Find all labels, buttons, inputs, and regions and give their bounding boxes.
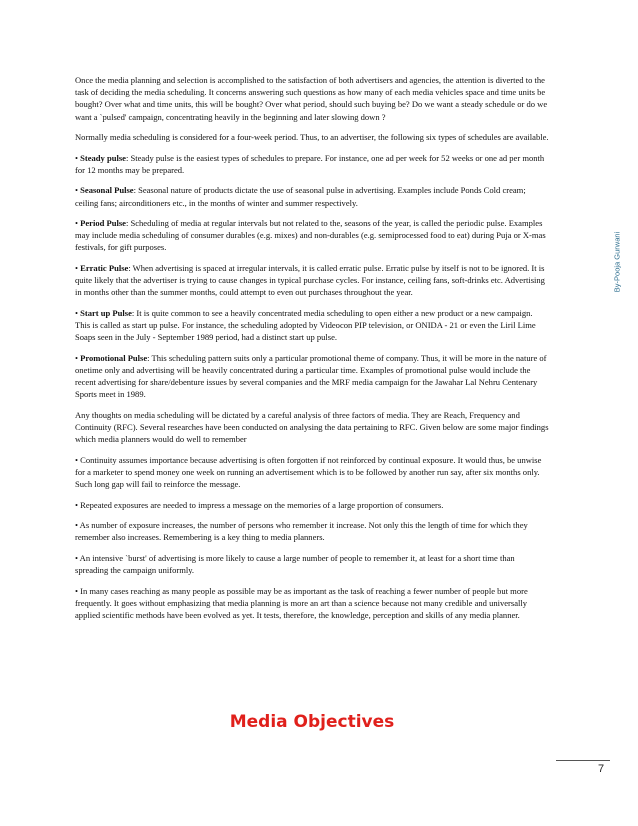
list-item bbox=[75, 352, 549, 401]
list-item bbox=[75, 262, 549, 299]
paragraph: Any thoughts on media scheduling will be dictated by a careful analysis of three factors of media. They are Reach, Frequency and Continuity (RFC). Several researches have been conducted on analysing the data pertaining to RFC. Given below are some major findings which media planners would do well to remember bbox=[75, 409, 549, 445]
finding-item: • Repeated exposures are needed to impress a message on the memories of a large proportion of consumers. bbox=[75, 499, 444, 510]
finding-item: • Continuity assumes importance because advertising is often forgotten if not reinforced by continual exposure. It would thus, be unwise for a marketer to spend money one week on running an advertisement which is to be followed by another run say, after six months only. Such long gap will fail to reinforce the message. bbox=[75, 454, 542, 490]
finding-item: • An intensive `burst' of advertising is more likely to cause a large number of people to remember it, at least for a short time than spreading the campaign uniformly. bbox=[75, 552, 515, 576]
list-item bbox=[75, 217, 549, 254]
list-item bbox=[75, 307, 549, 344]
body-text bbox=[75, 74, 549, 629]
definition: : Scheduling of media at regular intervals but not related to the, seasons of the year, is called the periodic pulse. Examples may include media scheduling of consumer durables (e.g. mixes) and non-durables (e.g. semiprocessed food to eat) during Puja or X-mas festivals, for gift purposes. bbox=[75, 218, 546, 253]
bullet: • bbox=[75, 262, 78, 273]
definition: : Seasonal nature of products dictate the use of seasonal pulse in advertising. Examples include Ponds Cold cream; ceiling fans; airconditioners etc., in the months of winter and summer respectively. bbox=[75, 185, 526, 208]
section-heading: Media Objectives bbox=[229, 712, 395, 732]
list-item bbox=[75, 152, 549, 176]
bullet: • bbox=[75, 185, 78, 196]
paragraph: Once the media planning and selection is accomplished to the satisfaction of both advertisers and agencies, the attention is diverted to the task of deciding the media scheduling. It concerns answering such questions as how many of each media vehicles space and time units be bought? Over what and time units, this will be bought? Over what period, should such buying be? Do we want a steady schedule or do we want a `pulsed' campaign, concentrating heavily in the beginning and later slowing down ? bbox=[75, 75, 548, 122]
author-side-label: By-Pooja Gurwani bbox=[612, 231, 622, 293]
term: Promotional Pulse bbox=[80, 352, 148, 363]
definition: : It is quite common to see a heavily concentrated media scheduling to open either a new product or a new campaign. This is called as start up pulse. For instance, the scheduling adopted by Videocon PIP television, or ONIDA - 21 or even the Liril Lime Soaps seen in the July - September 1989 period, had a distinct start up pulse. bbox=[75, 307, 536, 343]
bullet: • bbox=[75, 152, 78, 163]
finding-item: • As number of exposure increases, the number of persons who remember it increase. Not only this the length of time for which they remember also increases. Remembering is a key thing to media planners. bbox=[75, 520, 528, 543]
paragraph: Normally media scheduling is considered for a four-week period. Thus, to an advertiser, the following six types of schedules are available. bbox=[75, 132, 549, 143]
term: Start up Pulse bbox=[80, 307, 132, 318]
bullet: • bbox=[75, 307, 78, 318]
term: Erratic Pulse bbox=[80, 262, 129, 273]
finding-item: • In many cases reaching as many people as possible may be as important as the task of reaching a fewer number of people but more frequently. It goes without emphasizing that media planning is more an art than a science because not many credible and universally applied scientific methods have been evolved as yet. It tests, therefore, the knowledge, perception and skills of any media planner. bbox=[75, 585, 528, 620]
definition: : Steady pulse is the easiest types of schedules to prepare. For instance, one ad per week for 52 weeks or one ad per month for 12 months may be prepared. bbox=[75, 152, 545, 175]
term: Period Pulse bbox=[80, 218, 126, 229]
footer-rule bbox=[556, 760, 610, 761]
bullet: • bbox=[75, 218, 78, 229]
definition: : When advertising is spaced at irregular intervals, it is called erratic pulse. Erratic pulse by itself is not to be ignored. It is quite likely that the advertiser is trying to cause changes in typical purchase cycles. For instance, ceiling fans, soft-drinks etc. Advertising in months other than the summer months, could attempt to even out purchases throughout the year. bbox=[75, 262, 545, 298]
definition: : This scheduling pattern suits only a particular promotional theme of company. Thus, it will be more in the nature of onetime only and advertising will be heavily concentrated during a particular time. Examples of promotional pulse would include the recent advertising for share/debenture issues by several companies and the MRF media campaign for the Jawahar Lal Nehru Centenary Sports meet in 1989. bbox=[75, 352, 547, 400]
page-number: 7 bbox=[598, 763, 605, 775]
list-item bbox=[75, 184, 549, 208]
term: Seasonal Pulse bbox=[80, 185, 134, 196]
term: Steady pulse bbox=[80, 152, 126, 163]
bullet: • bbox=[75, 352, 78, 363]
